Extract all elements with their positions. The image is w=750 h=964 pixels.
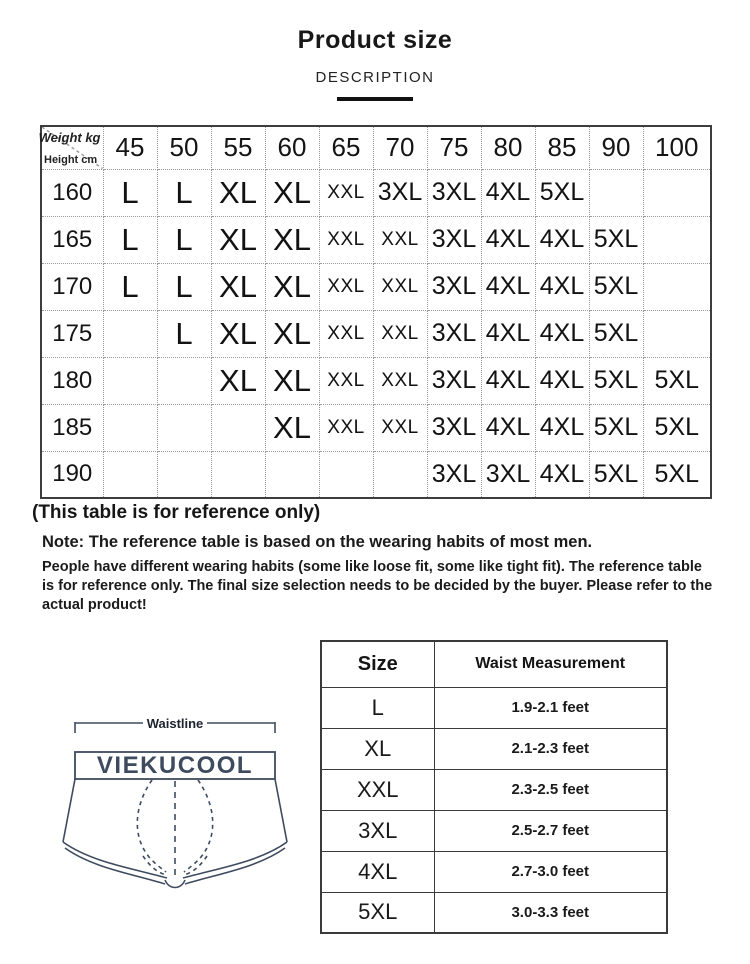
empty-size-cell <box>103 310 157 357</box>
fly-seam-left <box>137 780 166 872</box>
size-value-cell: 5XL <box>643 404 711 451</box>
corner-header-cell <box>38 126 103 169</box>
page-header <box>0 26 750 101</box>
size-value-cell: 5XL <box>643 357 711 404</box>
size-value-cell: 3XL <box>427 451 481 498</box>
size-chart-table <box>40 125 712 499</box>
height-cell: 175 <box>41 310 103 357</box>
weight-header-cell: 100 <box>643 126 711 169</box>
size-value-cell: 4XL <box>481 216 535 263</box>
right-hem-inner <box>185 848 285 884</box>
brand-logo-text: VIEKUCOOL <box>96 752 254 779</box>
size-value-cell: L <box>103 216 157 263</box>
size-chart-row <box>41 404 711 451</box>
boxer-shorts-illustration <box>55 696 295 911</box>
size-value-cell: 4XL <box>535 404 589 451</box>
weight-header-cell: 45 <box>103 126 157 169</box>
size-value-cell: L <box>157 169 211 216</box>
waist-table-row <box>321 892 667 933</box>
size-value-cell: L <box>103 263 157 310</box>
size-value-cell: 4XL <box>535 310 589 357</box>
size-value-cell: L <box>157 263 211 310</box>
size-value-cell: L <box>103 169 157 216</box>
size-value-cell: XXL <box>373 404 427 451</box>
size-value-cell: XL <box>265 404 319 451</box>
size-value-cell: 5XL <box>535 169 589 216</box>
weight-header-cell: 75 <box>427 126 481 169</box>
size-value-cell: 3XL <box>427 169 481 216</box>
waist-size-cell: XXL <box>321 769 434 810</box>
size-value-cell: XXL <box>319 263 373 310</box>
size-chart-row <box>41 310 711 357</box>
size-chart-row <box>41 169 711 216</box>
height-cell: 185 <box>41 404 103 451</box>
waist-measurement-cell: 2.3-2.5 feet <box>434 769 667 810</box>
size-value-cell: 3XL <box>427 404 481 451</box>
size-value-cell: XL <box>265 357 319 404</box>
waist-table-row <box>321 851 667 892</box>
waist-table-header-row <box>321 641 667 687</box>
size-value-cell: XL <box>211 357 265 404</box>
size-value-cell: 4XL <box>481 404 535 451</box>
size-value-cell: 4XL <box>535 263 589 310</box>
right-hem-outer <box>183 842 287 878</box>
note-body: People have different wearing habits (some like loose fit, some like tight fit). The reference table is for reference only. The final size selection needs to be decided by the buyer. Please refer to the actual product! <box>42 559 713 613</box>
weight-axis-label: Weight kg <box>38 130 101 145</box>
size-value-cell: XXL <box>319 404 373 451</box>
description-subtitle: DESCRIPTION <box>315 69 435 86</box>
size-value-cell: 4XL <box>535 216 589 263</box>
crotch-curve <box>165 880 185 888</box>
empty-size-cell <box>373 451 427 498</box>
height-axis-label: Height cm <box>44 153 98 166</box>
size-value-cell: 4XL <box>535 357 589 404</box>
waist-size-cell: XL <box>321 728 434 769</box>
weight-header-cell: 60 <box>265 126 319 169</box>
waist-table-row <box>321 810 667 851</box>
size-value-cell: XXL <box>319 310 373 357</box>
fly-seam-right <box>184 780 213 872</box>
size-chart-row <box>41 216 711 263</box>
height-cell: 170 <box>41 263 103 310</box>
size-value-cell: L <box>157 216 211 263</box>
waist-table-row <box>321 687 667 728</box>
size-value-cell: XXL <box>373 357 427 404</box>
waistline-bracket-left <box>75 722 143 733</box>
size-value-cell: XL <box>265 263 319 310</box>
size-value-cell: 4XL <box>535 451 589 498</box>
height-cell: 180 <box>41 357 103 404</box>
empty-size-cell <box>643 169 711 216</box>
size-value-cell: XL <box>265 216 319 263</box>
size-chart-row <box>41 357 711 404</box>
waist-measurement-column-header: Waist Measurement <box>434 641 667 687</box>
waist-size-cell: 4XL <box>321 851 434 892</box>
size-value-cell: XL <box>211 169 265 216</box>
waist-measurement-cell: 2.1-2.3 feet <box>434 728 667 769</box>
height-cell: 190 <box>41 451 103 498</box>
size-value-cell: 5XL <box>589 216 643 263</box>
size-value-cell: 5XL <box>589 357 643 404</box>
empty-size-cell <box>157 404 211 451</box>
weight-header-cell: 55 <box>211 126 265 169</box>
size-value-cell: 4XL <box>481 263 535 310</box>
reference-only-note: (This table is for reference only) <box>32 502 321 523</box>
waist-table-row <box>321 769 667 810</box>
size-value-cell: 5XL <box>589 451 643 498</box>
weight-header-cell: 70 <box>373 126 427 169</box>
empty-size-cell <box>103 404 157 451</box>
size-value-cell: 3XL <box>427 310 481 357</box>
size-value-cell: 4XL <box>481 357 535 404</box>
size-value-cell: 5XL <box>589 310 643 357</box>
waist-measurement-cell: 1.9-2.1 feet <box>434 687 667 728</box>
left-hem-outer <box>63 842 167 878</box>
page-title: Product size <box>297 26 453 54</box>
size-value-cell: XXL <box>319 169 373 216</box>
size-value-cell: XXL <box>373 310 427 357</box>
height-cell: 160 <box>41 169 103 216</box>
size-column-header: Size <box>321 641 434 687</box>
size-value-cell: XL <box>211 310 265 357</box>
empty-size-cell <box>157 451 211 498</box>
size-value-cell: XXL <box>319 216 373 263</box>
subtitle-underline <box>337 97 413 101</box>
size-value-cell: XL <box>265 310 319 357</box>
empty-size-cell <box>103 357 157 404</box>
size-chart-row <box>41 263 711 310</box>
boxer-shorts-drawing <box>55 696 295 911</box>
weight-header-cell: 80 <box>481 126 535 169</box>
weight-header-cell: 85 <box>535 126 589 169</box>
empty-size-cell <box>265 451 319 498</box>
waist-measurement-table <box>320 640 668 934</box>
waist-size-cell: 3XL <box>321 810 434 851</box>
empty-size-cell <box>211 451 265 498</box>
size-value-cell: 3XL <box>427 216 481 263</box>
size-chart-row <box>41 451 711 498</box>
empty-size-cell <box>103 451 157 498</box>
waistline-bracket-right <box>207 722 275 733</box>
waist-table-row <box>321 728 667 769</box>
size-value-cell: XL <box>211 263 265 310</box>
empty-size-cell <box>643 310 711 357</box>
size-value-cell: 5XL <box>589 404 643 451</box>
waist-measurement-cell: 3.0-3.3 feet <box>434 892 667 933</box>
size-value-cell: 4XL <box>481 169 535 216</box>
left-hem-inner <box>65 848 165 884</box>
size-value-cell: XXL <box>373 263 427 310</box>
weight-header-cell: 90 <box>589 126 643 169</box>
waistline-label: Waistline <box>146 716 204 731</box>
waist-size-cell: 5XL <box>321 892 434 933</box>
size-value-cell: XXL <box>373 216 427 263</box>
waist-measurement-cell: 2.7-3.0 feet <box>434 851 667 892</box>
empty-size-cell <box>157 357 211 404</box>
weight-header-cell: 65 <box>319 126 373 169</box>
empty-size-cell <box>589 169 643 216</box>
size-value-cell: 3XL <box>427 357 481 404</box>
empty-size-cell <box>643 263 711 310</box>
size-value-cell: 5XL <box>643 451 711 498</box>
waist-measurement-cell: 2.5-2.7 feet <box>434 810 667 851</box>
size-value-cell: XL <box>211 216 265 263</box>
empty-size-cell <box>643 216 711 263</box>
empty-size-cell <box>211 404 265 451</box>
size-value-cell: 3XL <box>373 169 427 216</box>
size-value-cell: 3XL <box>481 451 535 498</box>
empty-size-cell <box>319 451 373 498</box>
size-value-cell: 5XL <box>589 263 643 310</box>
size-value-cell: 3XL <box>427 263 481 310</box>
size-value-cell: L <box>157 310 211 357</box>
waist-size-cell: L <box>321 687 434 728</box>
height-cell: 165 <box>41 216 103 263</box>
size-value-cell: XXL <box>319 357 373 404</box>
right-outer-edge <box>275 779 287 842</box>
left-outer-edge <box>63 779 75 842</box>
weight-header-cell: 50 <box>157 126 211 169</box>
size-value-cell: 4XL <box>481 310 535 357</box>
note-title: Note: The reference table is based on the wearing habits of most men. <box>42 533 593 551</box>
size-value-cell: XL <box>265 169 319 216</box>
